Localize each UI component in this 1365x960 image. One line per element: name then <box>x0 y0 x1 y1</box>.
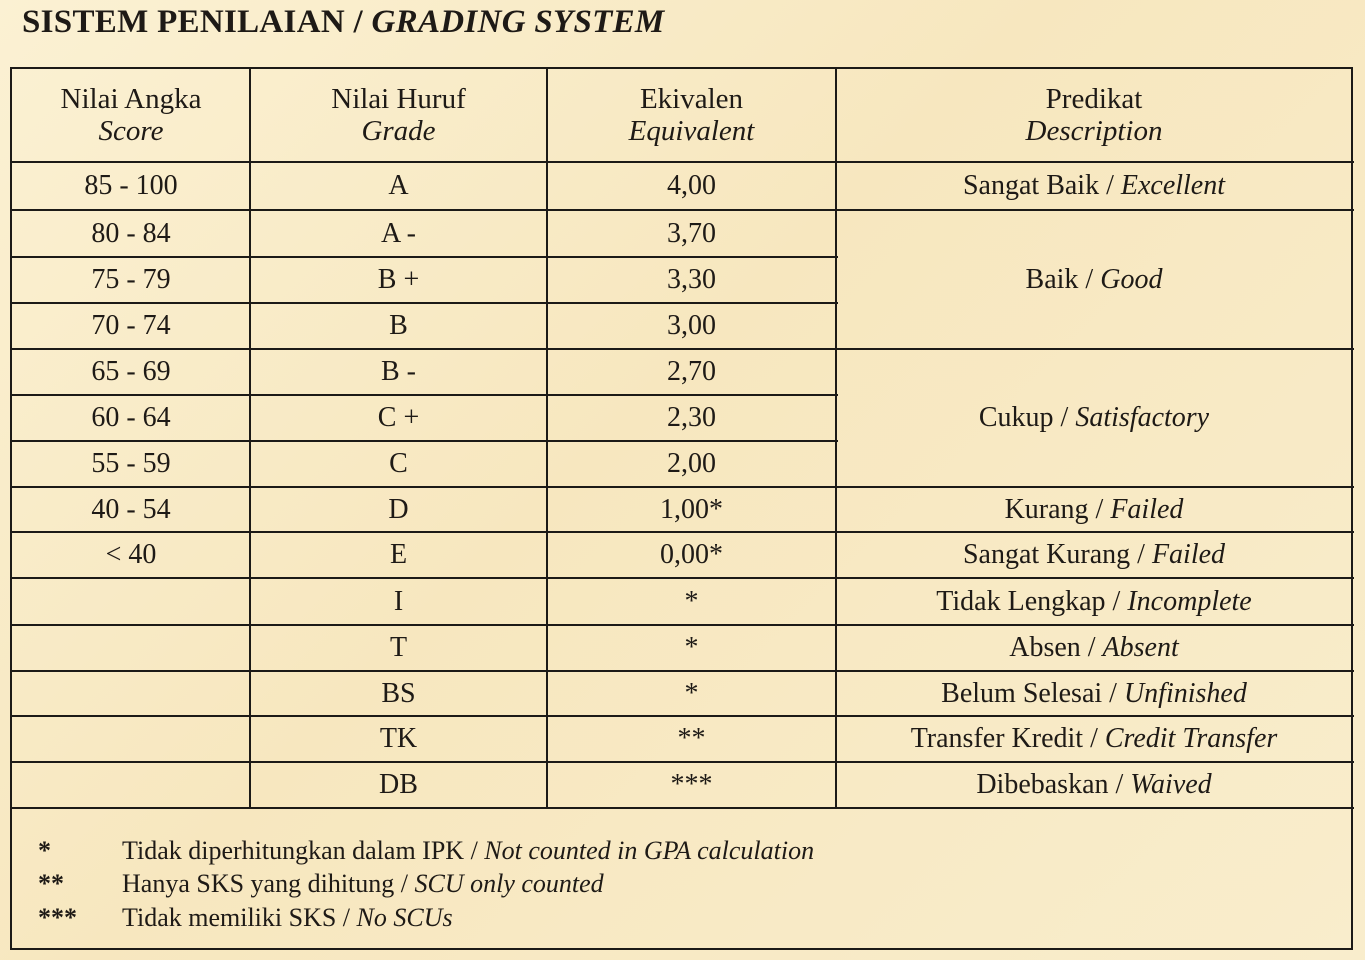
equivalent-cell: 2,70 <box>667 356 716 387</box>
grade-cell: TK <box>379 723 418 754</box>
score-cell: 65 - 69 <box>91 356 171 387</box>
description-id: Belum Selesai / <box>941 677 1124 709</box>
description-cell <box>836 625 1352 671</box>
equivalent-cell: 3,70 <box>667 217 716 249</box>
description-cell <box>836 671 1352 716</box>
description-cell <box>836 578 1352 625</box>
equivalent-cell: 2,30 <box>667 402 716 433</box>
description-cell <box>836 762 1352 808</box>
description-cell <box>836 210 1352 349</box>
description-id: Sangat Kurang / <box>962 539 1152 570</box>
description-en: Excellent <box>1120 170 1226 201</box>
equivalent-cell: * <box>684 585 699 617</box>
header-score-id: Nilai Angka <box>60 82 202 115</box>
score-cell <box>12 762 250 808</box>
header-equivalent <box>547 67 836 162</box>
footnote-mark: *** <box>38 903 77 932</box>
footnote-mark: * <box>38 836 51 865</box>
description-cell <box>836 162 1352 210</box>
description-en: Waived <box>1130 769 1212 800</box>
grade-cell: B <box>389 310 408 341</box>
score-cell: 70 - 74 <box>91 310 171 341</box>
description-en: Good <box>1100 263 1163 295</box>
footnote-en: SCU only counted <box>414 869 604 898</box>
header-description-id: Predikat <box>1045 82 1143 115</box>
grade-cell: B + <box>377 264 420 295</box>
description-id: Tidak Lengkap / <box>936 585 1128 617</box>
score-cell: 80 - 84 <box>91 217 171 249</box>
description-id: Sangat Baik / <box>962 170 1121 201</box>
footnote-id: Tidak diperhitungkan dalam IPK / <box>122 836 485 865</box>
footnote-id: Hanya SKS yang dihitung / <box>122 869 415 898</box>
score-cell <box>12 716 250 762</box>
description-en: Absent <box>1102 632 1179 663</box>
equivalent-cell: * <box>684 677 699 709</box>
grade-cell: C <box>389 448 408 479</box>
equivalent-cell: 4,00 <box>667 170 716 201</box>
description-cell <box>836 532 1352 578</box>
description-cell <box>836 349 1352 487</box>
footnote-item <box>38 836 814 866</box>
header-equivalent-en: Equivalent <box>628 114 755 147</box>
footnote-en: Not counted in GPA calculation <box>484 836 815 865</box>
header-grade <box>250 67 547 162</box>
equivalent-cell: 3,00 <box>667 310 716 341</box>
grade-cell: A - <box>381 217 416 249</box>
description-en: Failed <box>1151 539 1226 570</box>
grade-cell: B - <box>381 356 416 387</box>
description-cell <box>836 716 1352 762</box>
grade-cell: I <box>393 585 404 617</box>
score-cell: 40 - 54 <box>91 493 171 525</box>
grade-cell: BS <box>381 677 416 709</box>
equivalent-cell: ** <box>677 723 706 754</box>
score-cell <box>12 671 250 716</box>
footnote-id: Tidak memiliki SKS / <box>122 903 357 932</box>
score-cell: 85 - 100 <box>84 170 178 201</box>
header-score-en: Score <box>98 114 164 147</box>
grade-cell: A <box>388 170 409 201</box>
header-score <box>12 67 250 162</box>
header-grade-id: Nilai Huruf <box>331 82 466 115</box>
grade-cell: DB <box>379 769 418 800</box>
score-cell: 75 - 79 <box>91 264 171 295</box>
description-cell <box>836 487 1352 532</box>
equivalent-cell: 1,00* <box>660 493 723 525</box>
grade-cell: T <box>389 632 408 663</box>
equivalent-cell: 0,00* <box>660 539 723 570</box>
description-en: Satisfactory <box>1075 402 1210 433</box>
page-title: SISTEM PENILAIAN / GRADING SYSTEM <box>22 4 665 40</box>
page-title-id: SISTEM PENILAIAN <box>22 4 345 40</box>
score-cell <box>12 625 250 671</box>
score-cell <box>12 578 250 625</box>
grade-cell: E <box>389 539 408 570</box>
description-en: Failed <box>1110 493 1184 525</box>
description-en: Credit Transfer <box>1104 723 1278 754</box>
description-en: Unfinished <box>1123 677 1247 709</box>
score-cell: < 40 <box>105 539 157 570</box>
score-cell: 60 - 64 <box>91 402 171 433</box>
description-id: Baik / <box>1025 263 1101 295</box>
description-id: Transfer Kredit / <box>910 723 1105 754</box>
header-equivalent-id: Ekivalen <box>639 82 744 115</box>
equivalent-cell: *** <box>670 769 713 800</box>
footnote-item <box>38 903 453 933</box>
equivalent-cell: 3,30 <box>667 264 716 295</box>
footnote-item <box>38 869 604 899</box>
score-cell: 55 - 59 <box>91 448 171 479</box>
description-id: Dibebaskan / <box>976 769 1131 800</box>
grade-cell: D <box>388 493 409 525</box>
footnote-mark: ** <box>38 869 64 898</box>
grade-cell: C + <box>377 402 420 433</box>
page-title-en: GRADING SYSTEM <box>371 4 665 40</box>
header-grade-en: Grade <box>361 114 436 147</box>
equivalent-cell: 2,00 <box>667 448 716 479</box>
header-description-en: Description <box>1025 114 1163 147</box>
description-id: Kurang / <box>1004 493 1111 525</box>
footnote-en: No SCUs <box>356 903 453 932</box>
equivalent-cell: * <box>684 632 699 663</box>
description-id: Absen / <box>1009 632 1103 663</box>
description-id: Cukup / <box>978 402 1076 433</box>
header-description <box>836 67 1352 162</box>
description-en: Incomplete <box>1127 585 1252 617</box>
